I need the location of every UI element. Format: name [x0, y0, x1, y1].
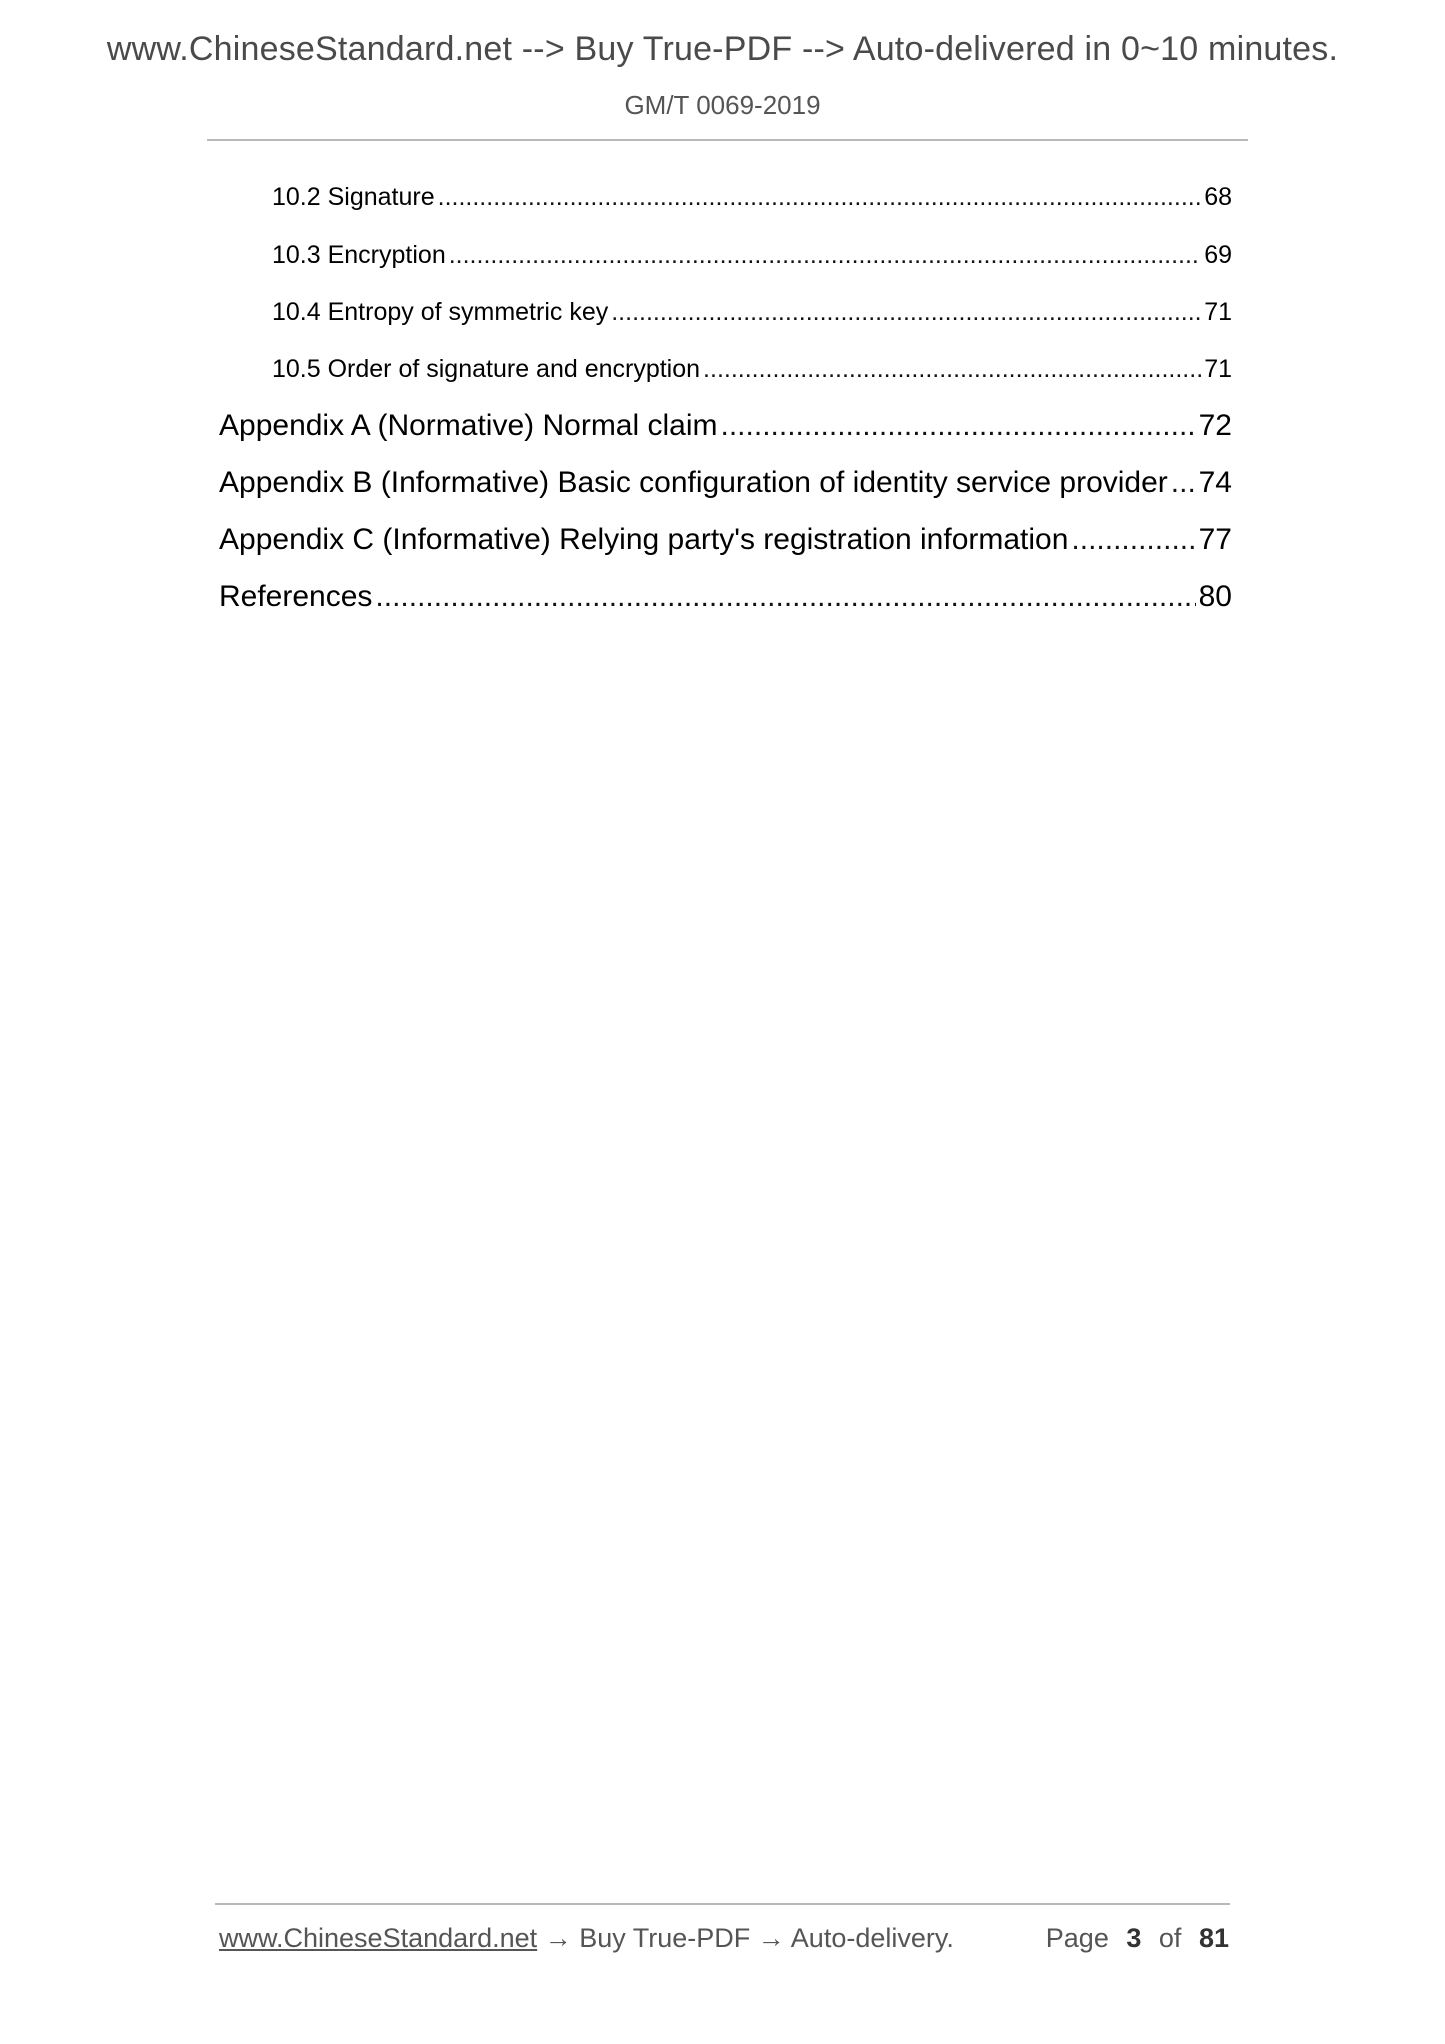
toc-dot-leader: [721, 409, 1196, 443]
toc-entry-page: 80: [1198, 580, 1232, 613]
toc-entry-title: 10.5 Order of signature and encryption: [272, 355, 701, 383]
toc-entry[interactable]: [219, 523, 1232, 557]
toc-entry-page: 72: [1198, 409, 1232, 442]
toc-dot-leader: [703, 355, 1201, 384]
toc-entry[interactable]: [219, 466, 1232, 500]
toc-entry-page: 74: [1198, 466, 1232, 499]
total-page-count: 81: [1198, 1923, 1229, 1953]
footer-promo: [219, 1923, 954, 1954]
toc-dot-leader: [611, 298, 1201, 327]
toc-entry-title: Appendix B (Informative) Basic configuration of identity service provider: [219, 466, 1168, 499]
toc-entry-page: 71: [1204, 298, 1232, 326]
site-link[interactable]: www.ChineseStandard.net: [219, 1923, 538, 1953]
table-of-contents: [0, 0, 1445, 700]
toc-dot-leader: [1171, 466, 1196, 500]
toc-dot-leader: [438, 183, 1202, 212]
current-page-number: 3: [1126, 1923, 1142, 1953]
toc-entry-title: Appendix C (Informative) Relying party's registration information: [219, 523, 1069, 556]
toc-entry-page: 77: [1198, 523, 1232, 556]
toc-entry-title: 10.3 Encryption: [272, 241, 446, 269]
toc-entry-title: Appendix A (Normative) Normal claim: [219, 409, 718, 442]
of-label: of: [1158, 1923, 1182, 1953]
toc-entry[interactable]: [272, 241, 1232, 270]
toc-entry[interactable]: [272, 355, 1232, 384]
toc-entry-page: 69: [1204, 241, 1232, 269]
footer-divider: [215, 1903, 1230, 1905]
toc-entry[interactable]: [272, 183, 1232, 212]
toc-dot-leader: [1071, 523, 1195, 557]
toc-dot-leader: [449, 241, 1201, 270]
toc-dot-leader: [375, 580, 1195, 614]
toc-entry-title: References: [219, 580, 373, 613]
arrow-right-icon: →: [757, 1923, 785, 1953]
toc-entry-title: 10.2 Signature: [272, 183, 435, 211]
arrow-right-icon: →: [544, 1923, 572, 1953]
toc-entry[interactable]: [219, 580, 1232, 614]
toc-entry-page: 71: [1204, 355, 1232, 383]
toc-entry[interactable]: [272, 298, 1232, 327]
document-code: GM/T 0069-2019: [624, 90, 821, 120]
toc-entry[interactable]: [219, 409, 1232, 443]
toc-entry-title: 10.4 Entropy of symmetric key: [272, 298, 609, 326]
toc-entry-page: 68: [1204, 183, 1232, 211]
header-banner: www.ChineseStandard.net --> Buy True-PDF --> Auto-delivered in 0~10 minutes.: [106, 30, 1339, 68]
footer-delivery-text: Auto-delivery.: [790, 1923, 954, 1953]
page-indicator: [1046, 1923, 1229, 1954]
page-label: Page: [1045, 1923, 1109, 1953]
footer-buy-text: Buy True-PDF: [579, 1923, 751, 1953]
